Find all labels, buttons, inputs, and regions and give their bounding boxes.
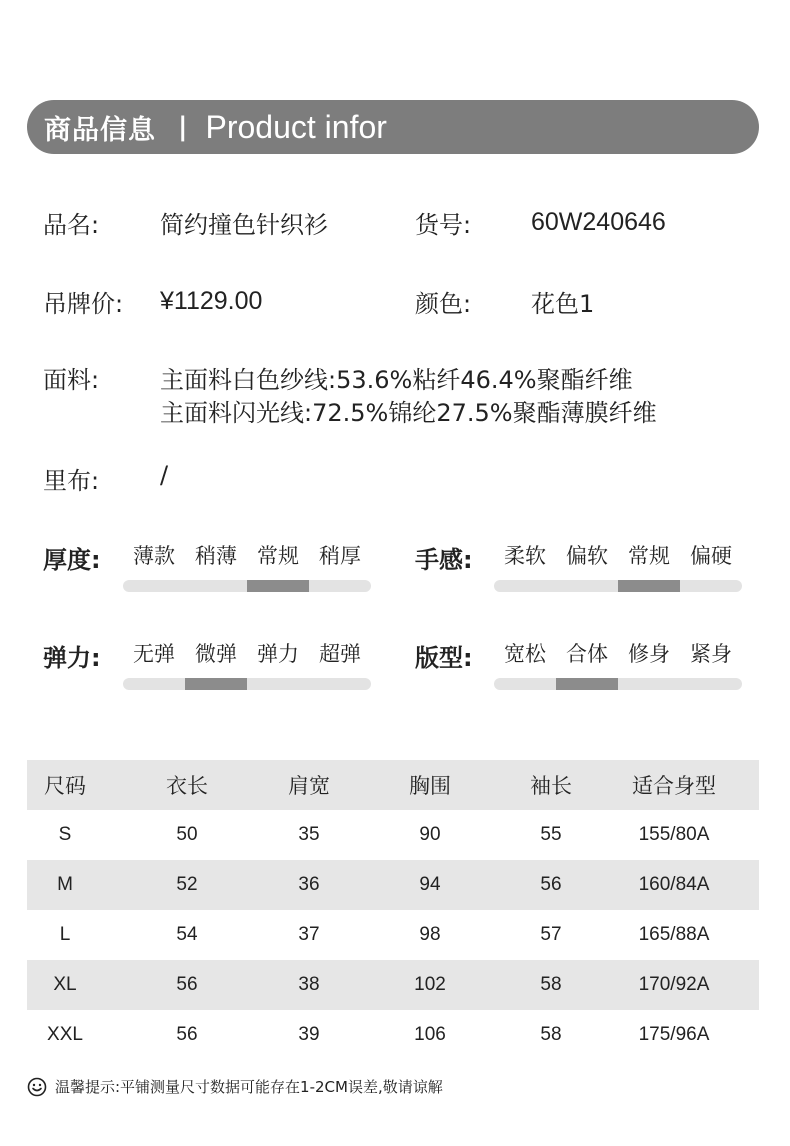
lining-value: / bbox=[160, 461, 169, 489]
table-cell: 58 bbox=[540, 974, 562, 995]
table-header-cell: 胸围 bbox=[409, 774, 451, 798]
table-cell: 170/92A bbox=[638, 974, 710, 995]
table-cell: 54 bbox=[176, 924, 198, 945]
table-cell: 155/80A bbox=[638, 824, 710, 845]
thickness-option: 常规 bbox=[257, 544, 299, 568]
table-cell: L bbox=[59, 924, 71, 945]
fit-option: 紧身 bbox=[690, 642, 732, 666]
tip-note bbox=[27, 1076, 443, 1097]
handfeel-indicator bbox=[618, 580, 680, 592]
table-cell: 106 bbox=[414, 1024, 446, 1045]
elasticity-option: 微弹 bbox=[195, 642, 237, 666]
fit-scale bbox=[494, 638, 742, 690]
table-cell: 36 bbox=[298, 874, 320, 895]
size-table bbox=[27, 760, 759, 1060]
thickness-track bbox=[123, 580, 371, 592]
table-row bbox=[27, 1010, 759, 1060]
name-value: 简约撞色针织衫 bbox=[160, 211, 328, 239]
table-row bbox=[27, 960, 759, 1010]
section-header bbox=[27, 100, 759, 154]
thickness-option: 薄款 bbox=[133, 544, 175, 568]
thickness-option: 稍厚 bbox=[319, 544, 361, 568]
header-separator: | bbox=[178, 112, 188, 142]
fit-label: 版型: bbox=[415, 644, 473, 672]
table-cell: 56 bbox=[540, 874, 562, 895]
color-label: 颜色: bbox=[415, 290, 472, 318]
header-title-en: Product infor bbox=[205, 108, 387, 145]
fit-option: 修身 bbox=[628, 642, 670, 666]
price-label: 吊牌价: bbox=[43, 290, 124, 318]
tip-text: 温馨提示:平铺测量尺寸数据可能存在1-2CM误差,敬请谅解 bbox=[55, 1078, 443, 1096]
elasticity-scale bbox=[123, 638, 371, 690]
table-cell: 94 bbox=[419, 874, 441, 895]
table-header-cell: 衣长 bbox=[166, 774, 208, 798]
handfeel-option: 常规 bbox=[628, 544, 670, 568]
table-cell: 37 bbox=[298, 924, 320, 945]
table-cell: 58 bbox=[540, 1024, 562, 1045]
handfeel-label: 手感: bbox=[415, 546, 473, 574]
handfeel-option: 偏软 bbox=[566, 544, 608, 568]
elasticity-indicator bbox=[185, 678, 247, 690]
elasticity-track bbox=[123, 678, 371, 690]
table-cell: 55 bbox=[540, 824, 562, 845]
sku-value: 60W240646 bbox=[531, 208, 666, 236]
table-cell: 160/84A bbox=[638, 874, 710, 895]
smiley-icon bbox=[27, 1077, 47, 1097]
table-cell: 57 bbox=[540, 924, 562, 945]
table-cell: 52 bbox=[176, 874, 198, 895]
table-cell: 56 bbox=[176, 974, 198, 995]
name-label: 品名: bbox=[43, 211, 100, 239]
header-title-cn: 商品信息 bbox=[44, 114, 156, 146]
handfeel-track bbox=[494, 580, 742, 592]
table-cell: XL bbox=[53, 974, 77, 995]
fit-option: 宽松 bbox=[504, 642, 546, 666]
table-row bbox=[27, 810, 759, 860]
fabric-line-1: 主面料白色纱线:53.6%粘纤46.4%聚酯纤维 bbox=[160, 366, 633, 394]
fabric-label: 面料: bbox=[43, 366, 100, 394]
table-cell: XXL bbox=[47, 1024, 83, 1045]
table-cell: 165/88A bbox=[638, 924, 710, 945]
handfeel-option: 偏硬 bbox=[690, 544, 732, 568]
fit-indicator bbox=[556, 678, 618, 690]
lining-label: 里布: bbox=[43, 467, 100, 495]
table-header-cell: 袖长 bbox=[530, 774, 572, 798]
thickness-scale bbox=[123, 540, 371, 592]
table-cell: M bbox=[57, 874, 73, 895]
table-cell: 175/96A bbox=[638, 1024, 710, 1045]
table-header-cell: 尺码 bbox=[44, 774, 86, 798]
fabric-line-2: 主面料闪光线:72.5%锦纶27.5%聚酯薄膜纤维 bbox=[160, 399, 657, 427]
elasticity-option: 超弹 bbox=[319, 642, 361, 666]
sku-label: 货号: bbox=[415, 211, 472, 239]
thickness-indicator bbox=[247, 580, 309, 592]
elasticity-option: 无弹 bbox=[133, 642, 175, 666]
table-cell: 39 bbox=[298, 1024, 320, 1045]
handfeel-option: 柔软 bbox=[504, 544, 546, 568]
color-value: 花色1 bbox=[531, 290, 595, 318]
table-header-row bbox=[27, 760, 759, 810]
table-cell: 56 bbox=[176, 1024, 198, 1045]
fit-option: 合体 bbox=[566, 642, 608, 666]
table-header-cell: 肩宽 bbox=[288, 774, 330, 798]
handfeel-scale bbox=[494, 540, 742, 592]
thickness-option: 稍薄 bbox=[195, 544, 237, 568]
table-cell: 35 bbox=[298, 824, 320, 845]
elasticity-option: 弹力 bbox=[257, 642, 299, 666]
fit-track bbox=[494, 678, 742, 690]
table-cell: 38 bbox=[298, 974, 320, 995]
table-row bbox=[27, 910, 759, 960]
table-cell: 50 bbox=[176, 824, 198, 845]
price-value: ¥1129.00 bbox=[160, 287, 263, 315]
elasticity-label: 弹力: bbox=[43, 644, 101, 672]
table-cell: 90 bbox=[419, 824, 441, 845]
table-cell: S bbox=[58, 824, 72, 845]
table-cell: 98 bbox=[419, 924, 441, 945]
table-cell: 102 bbox=[414, 974, 446, 995]
table-header-cell: 适合身型 bbox=[632, 774, 716, 798]
thickness-label: 厚度: bbox=[43, 546, 101, 574]
table-row bbox=[27, 860, 759, 910]
